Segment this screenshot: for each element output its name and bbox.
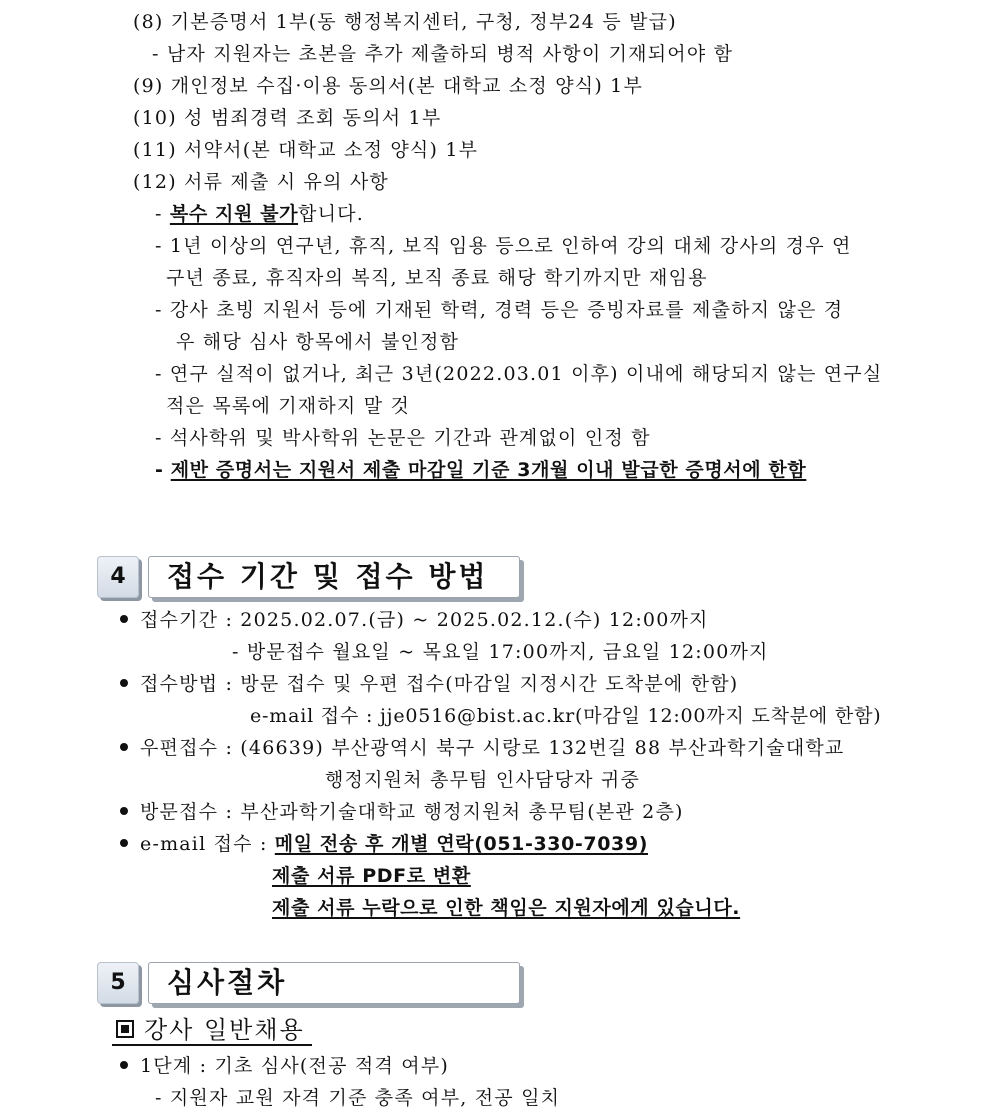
bullet-icon bbox=[120, 743, 128, 751]
bullet-icon bbox=[120, 1061, 128, 1069]
note-bold-text: 복수 지원 불가 bbox=[169, 203, 299, 225]
section-5-title: 심사절차 bbox=[148, 962, 520, 1004]
receipt-method bbox=[120, 670, 992, 698]
note-certificates bbox=[155, 456, 992, 484]
receipt-email-note-3: 제출 서류 누락으로 인한 책임은 지원자에게 있습니다. bbox=[272, 897, 741, 919]
note-multiple-application bbox=[155, 200, 992, 228]
bullet-icon bbox=[120, 807, 128, 815]
note-dash: - bbox=[155, 459, 171, 481]
subhead-underline bbox=[112, 1044, 312, 1046]
doc-line-9: (9) 개인정보 수집·이용 동의서(본 대학교 소정 양식) 1부 bbox=[133, 75, 644, 97]
note-evidence-1: - 강사 초빙 지원서 등에 기재된 학력, 경력 등은 증빙자료를 제출하지 않은 경 bbox=[155, 299, 844, 321]
note-research-1: - 연구 실적이 없거나, 최근 3년(2022.03.01 이후) 이내에 해당되지 않는 연구실 bbox=[155, 363, 883, 385]
step-1-text: 1단계 : 기초 심사(전공 적격 여부) bbox=[140, 1055, 449, 1077]
note-research-2: 적은 목록에 기재하지 말 것 bbox=[166, 395, 411, 417]
section-4-title: 접수 기간 및 접수 방법 bbox=[148, 556, 520, 598]
section-5-subhead-text: 강사 일반채용 bbox=[144, 1016, 305, 1044]
section-5-number: 5 bbox=[97, 962, 139, 1004]
bullet-icon bbox=[120, 679, 128, 687]
receipt-post-text: 우편접수 : (46639) 부산광역시 북구 시랑로 132번길 88 부산과학기술대학교 bbox=[140, 737, 845, 759]
bullet-icon bbox=[120, 615, 128, 623]
receipt-period-text: 접수기간 : 2025.02.07.(금) ~ 2025.02.12.(수) 12:00까지 bbox=[140, 609, 709, 631]
receipt-email-note-1: 메일 전송 후 개별 연락(051-330-7039) bbox=[274, 833, 648, 855]
note-tail: 합니다. bbox=[298, 203, 364, 225]
bullet-icon bbox=[120, 839, 128, 847]
receipt-visit-text: 방문접수 : 부산과학기술대학교 행정지원처 총무팀(본관 2층) bbox=[140, 801, 684, 823]
receipt-period-sub: - 방문접수 월요일 ~ 목요일 17:00까지, 금요일 12:00까지 bbox=[232, 641, 769, 663]
note-sabbatical-2: 구년 종료, 휴직자의 복직, 보직 종료 해당 학기까지만 재임용 bbox=[166, 267, 708, 289]
receipt-period bbox=[120, 606, 992, 634]
section-4-number: 4 bbox=[97, 556, 139, 598]
doc-line-8-sub: - 남자 지원자는 초본을 추가 제출하되 병적 사항이 기재되어야 함 bbox=[152, 43, 734, 65]
receipt-method-text: 접수방법 : 방문 접수 및 우편 접수(마감일 지정시간 도착분에 한함) bbox=[140, 673, 739, 695]
note-dash: - bbox=[155, 203, 170, 225]
step-1-sub: - 지원자 교원 자격 기준 충족 여부, 전공 일치 bbox=[155, 1087, 561, 1109]
note-sabbatical-1: - 1년 이상의 연구년, 휴직, 보직 임용 등으로 인하여 강의 대체 강사의 경우 연 bbox=[155, 235, 852, 257]
receipt-visit bbox=[120, 798, 992, 826]
receipt-email-note-2: 제출 서류 PDF로 변환 bbox=[272, 865, 471, 887]
step-1 bbox=[120, 1052, 992, 1080]
note-bold-text: 제반 증명서는 지원서 제출 마감일 기준 3개월 이내 발급한 증명서에 한함 bbox=[170, 459, 807, 481]
doc-line-8: (8) 기본증명서 1부(동 행정복지센터, 구청, 정부24 등 발급) bbox=[133, 11, 677, 33]
receipt-email-label: e-mail 접수 : bbox=[140, 833, 275, 855]
doc-line-10: (10) 성 범죄경력 조회 동의서 1부 bbox=[133, 107, 442, 129]
note-evidence-2: 우 해당 심사 항목에서 불인정함 bbox=[176, 331, 460, 353]
doc-line-12: (12) 서류 제출 시 유의 사항 bbox=[133, 171, 389, 193]
receipt-post-sub: 행정지원처 총무팀 인사담당자 귀중 bbox=[325, 769, 641, 791]
section-5-subhead bbox=[116, 1014, 305, 1046]
receipt-post bbox=[120, 734, 992, 762]
receipt-method-sub: e-mail 접수 : jje0516@bist.ac.kr(마감일 12:00까지 도착분에 한함) bbox=[250, 705, 882, 727]
filled-square-icon bbox=[116, 1020, 134, 1038]
receipt-email bbox=[120, 830, 992, 858]
note-thesis: - 석사학위 및 박사학위 논문은 기간과 관계없이 인정 함 bbox=[155, 427, 651, 449]
doc-line-11: (11) 서약서(본 대학교 소정 양식) 1부 bbox=[133, 139, 479, 161]
